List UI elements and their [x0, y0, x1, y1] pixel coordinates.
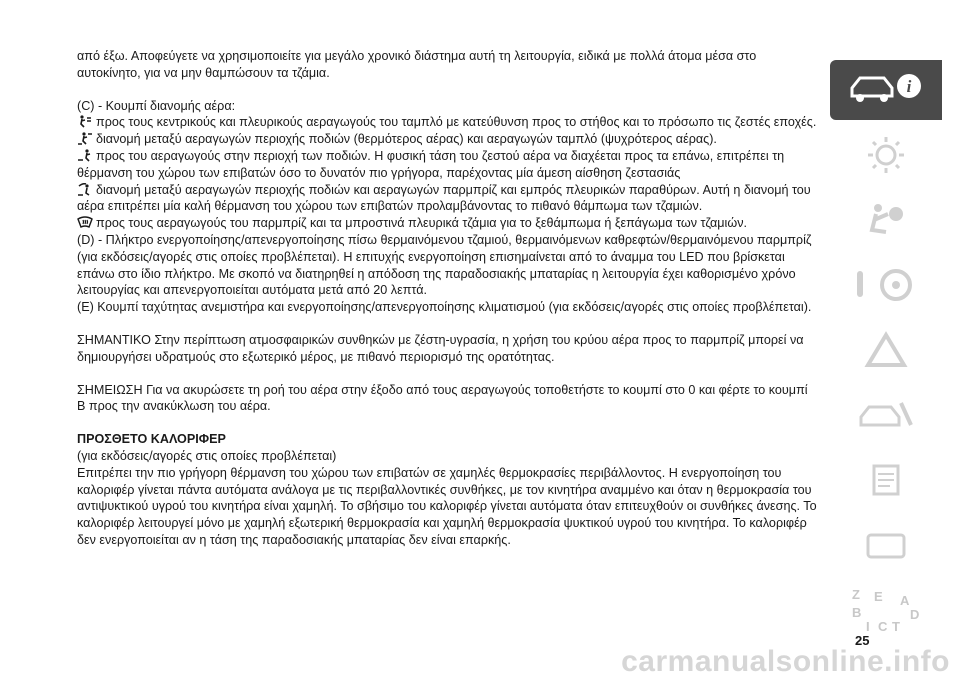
windscreen-defrost-icon	[77, 216, 93, 229]
feet-windscreen-text: διανομή μεταξύ αεραγωγών περιοχής ποδιών και αεραγωγών παρμπρίζ και εμπρός πλευρικών παραθύρων. Αυτή η διανομή του αέρα επιτρέπει μία καλή θέρμανση του χώρου των επιβατών προλαμβάνοντας το πιθανό θάμπωμα των τζαμιών.	[77, 182, 811, 214]
watermark: carmanualsonline.info	[621, 645, 950, 678]
face-vent-icon	[77, 115, 93, 128]
feet-vents-item	[77, 148, 819, 182]
tab-index[interactable]	[830, 580, 942, 640]
tab-starting-driving[interactable]	[830, 255, 942, 315]
tab-emergency[interactable]	[830, 320, 942, 380]
cancel-airflow-note: ΣΗΜΕΙΩΣΗ Για να ακυρώσετε τη ροή του αέρα στην έξοδο από τους αεραγωγούς τοποθετήστε το κουμπί στο 0 και φέρτε το κουμπί B προς την ανακύκλωση του αέρα.	[77, 382, 808, 414]
feet-vents-text: προς του αεραγωγούς στην περιοχή των ποδιών. Η φυσική τάση του ζεστού αέρα να διαχέεται προς τα επάνω, επιτρέπει τη θέρμανση του χώρου των επιβατών όσο το δυνατόν πιο γρήγορα, παρέχοντας μία άμεση αίσθηση ζεστασιάς	[77, 148, 785, 180]
index-letter-c: C	[878, 619, 888, 634]
emergency-triangle-icon	[856, 330, 916, 370]
windscreen-item	[77, 215, 819, 232]
manual-page-content	[77, 48, 819, 549]
tab-safety[interactable]	[830, 190, 942, 250]
wrench-car-icon	[851, 395, 921, 435]
tab-technical-data[interactable]	[830, 450, 942, 510]
index-letter-i: I	[866, 619, 870, 634]
tab-maintenance[interactable]	[830, 385, 942, 445]
multimedia-icon	[856, 525, 916, 565]
svg-text:i: i	[906, 77, 912, 96]
index-letter-a: A	[900, 593, 910, 608]
index-letter-b: B	[852, 605, 862, 620]
tab-multimedia[interactable]	[830, 515, 942, 575]
airbag-seat-icon	[856, 200, 916, 240]
air-distribution-heading: (C) - Κουμπί διανομής αέρα:	[77, 98, 236, 113]
warning-lights-icon	[856, 135, 916, 175]
face-feet-text: διανομή μεταξύ αεραγωγών περιοχής ποδιών (θερμότερος αέρας) και αεραγωγών ταμπλό (ψυχρότερος αέρας).	[96, 132, 717, 147]
windscreen-text: προς τους αεραγωγούς του παρμπρίζ και τα μπροστινά πλευρικά τζάμια για το ξεθάμπωμα ή ξεπάγωμα των τζαμιών.	[96, 216, 747, 231]
feet-vent-icon	[77, 149, 93, 162]
tab-warning-lights[interactable]	[830, 125, 942, 185]
key-steering-wheel-icon	[851, 265, 921, 305]
face-vents-text: προς τους κεντρικούς και πλευρικούς αεραγωγούς του ταμπλό με κατεύθυνση προς το στήθος και το πρόσωπο τις ζεστές εποχές.	[96, 115, 817, 130]
technical-data-icon	[856, 460, 916, 500]
page-number: 25	[855, 633, 870, 648]
button-d-paragraph: (D) - Πλήκτρο ενεργοποίησης/απενεργοποίησης πίσω θερμαινόμενου τζαμιού, θερμαινόμενων καθρεφτών/θερμαινόμενου παρμπρίζ (για εκδόσεις/αγορές στις οποίες προβλέπεται). Η επιτυχής ενεργοποίηση επισημαίνεται από το άναμμα του LED που βρίσκεται επάνω στο ίδιο πλήκτρο. Με σκοπό να διατηρηθεί η απόδοση της παραδοσιακής μπαταρίας η λειτουργία έχει καθορισμένο χρόνο λειτουργίας και απενεργοποιείται αυτόματα μετά από 20 λεπτά.	[77, 232, 812, 298]
important-note: ΣΗΜΑΝΤΙΚΟ Στην περίπτωση ατμοσφαιρικών συνθηκών με ζέστη-υγρασία, η χρήση του κρύου αέρα προς το παρμπρίζ μπορεί να δημιουργήσει υδρατμούς στο εξωτερικό μέρος, με πιθανό περιορισμό της ορατότητας.	[77, 332, 804, 364]
index-letter-z: Z	[852, 587, 860, 602]
button-e-paragraph: (E) Κουμπί ταχύτητας ανεμιστήρα και ενεργοποίησης/απενεργοποίησης κλιματισμού (για εκδόσεις/αγορές στις οποίες προβλέπεται).	[77, 300, 812, 315]
feet-windscreen-vent-icon	[77, 183, 93, 196]
alphabetical-index-icon	[846, 585, 926, 635]
heater-availability-note: (για εκδόσεις/αγορές στις οποίες προβλέπεται)	[77, 448, 337, 463]
face-feet-item	[77, 131, 819, 148]
face-vents-item	[77, 114, 819, 131]
feet-windscreen-item	[77, 182, 819, 216]
intro-paragraph: από έξω. Αποφεύγετε να χρησιμοποιείτε για μεγάλο χρονικό διάστημα αυτή τη λειτουργία, ειδικά με πολλά άτομα μέσα στο αυτοκίνητο, για να μην θαμπώσουν τα τζάμια.	[77, 49, 757, 80]
heater-description: Επιτρέπει την πιο γρήγορη θέρμανση του χώρου των επιβατών σε χαμηλές θερμοκρασίες περιβάλλοντος. Η ενεργοποίηση του καλοριφέρ γίνεται πάντα αυτόματα ανάλογα με τις περιβαλλοντικές συνθήκες, με τον κινητήρα αναμμένο και όταν η θερμοκρασία του αντιψυκτικού υγρού του κινητήρα είναι χαμηλή. Το σβήσιμο του καλοριφέρ γίνεται αυτόματα όταν επιτευχθούν οι συνθήκες άνεσης. Το καλοριφέρ λειτουργεί μόνο με χαμηλή εξωτερική θερμοκρασία και χαμηλή θερμοκρασία ψυκτικού υγρού του κινητήρα. Το καλοριφέρ δεν ενεργοποιείται αν η τάση της παραδοσιακής μπαταρίας δεν είναι επαρκής.	[77, 465, 817, 547]
index-letter-t: T	[892, 619, 900, 634]
car-info-icon	[846, 70, 926, 110]
index-letter-d: D	[910, 607, 920, 622]
heater-section-title: ΠΡΟΣΘΕΤΟ ΚΑΛΟΡΙΦΕΡ	[77, 432, 226, 447]
face-feet-vent-icon	[77, 132, 93, 145]
index-letter-e: E	[874, 589, 883, 604]
tab-car-info[interactable]	[830, 60, 942, 120]
chapter-navigation-sidebar	[830, 60, 942, 645]
